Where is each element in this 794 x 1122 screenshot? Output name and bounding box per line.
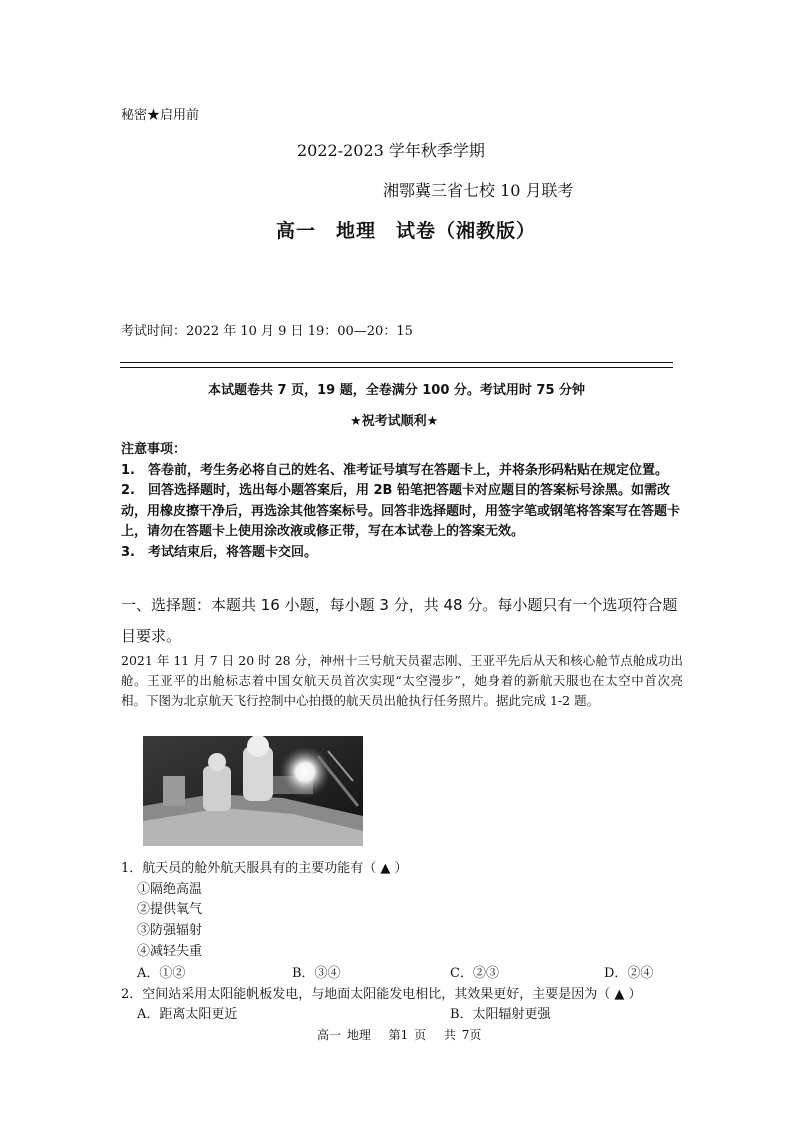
exam-time: 考试时间：2022 年 10 月 9 日 19：00—20：15 (121, 324, 413, 339)
question-2-choice-b: B．太阳辐射更强 (450, 1007, 551, 1022)
confidential-mark: 秘密★启用前 (121, 108, 200, 123)
divider-rule-bottom (120, 367, 673, 368)
question-1-choice-a: A．①② (137, 966, 186, 981)
question-2-choice-a: A．距离太阳更近 (137, 1007, 238, 1022)
reading-passage: 2021 年 11 月 7 日 20 时 28 分，神州十三号航天员翟志刚、王亚平先后从天和核心舱节点舱成功出舱。王亚平的出舱标志着中国女航天员首次实现“太空漫步”，她身着的新航天服也在太空中首次亮相。下图为北京航天飞行控制中心拍摄的航天员出舱执行任务照片。据此完成 1-2 题。 (121, 653, 683, 708)
question-1-item: ①隔绝高温 (137, 882, 203, 897)
exam-summary: 本试题卷共 7 页，19 题，全卷满分 100 分。考试用时 75 分钟 (208, 383, 586, 398)
good-luck-line: ★祝考试顺利★ (350, 414, 439, 429)
joint-exam-title: 湘鄂冀三省七校 10 月联考 (383, 181, 574, 200)
question-1-choice-c: C．②③ (450, 966, 499, 981)
notice-block (121, 440, 681, 563)
astronaut-eva-photo (143, 736, 363, 846)
notice-item: 3. 考试结束后，将答题卡交回。 (121, 544, 317, 560)
notice-item: 1. 答卷前，考生务必将自己的姓名、准考证号填写在答题卡上，并将条形码粘贴在规定位置。 (121, 462, 668, 478)
question-2-stem: 2．空间站采用太阳能帆板发电，与地面太阳能发电相比，其效果更好，主要是因为（ ▲ ） (121, 987, 642, 1002)
paper-title: 高一 地理 试卷（湘教版） (276, 220, 537, 242)
divider-rule-top (120, 362, 673, 363)
section-heading: 一、选择题：本题共 16 小题，每小题 3 分，共 48 分。每小题只有一个选项符合题目要求。 (121, 596, 678, 645)
question-1-choice-d: D．②④ (604, 966, 654, 981)
astronaut-photo-drawing (143, 736, 363, 846)
notice-title: 注意事项： (121, 442, 187, 457)
question-1-item: ③防强辐射 (137, 923, 203, 938)
school-year-title: 2022-2023 学年秋季学期 (297, 141, 485, 160)
page-footer: 高一 地理 第1 页 共 7页 (317, 1028, 482, 1042)
question-1-item: ②提供氧气 (137, 902, 203, 917)
question-1-item: ④减轻失重 (137, 944, 203, 959)
notice-item: 2. 回答选择题时，选出每小题答案后，用 2B 铅笔把答题卡对应题目的答案标号涂黑。如需改动，用橡皮擦干净后，再选涂其他答案标号。回答非选择题时，用签字笔或钢笔将答案写在答题卡上，请勿在答题卡上使用涂改液或修正带，写在本试卷上的答案无效。 (121, 483, 681, 539)
question-1-choice-b: B．③④ (292, 966, 341, 981)
question-1-stem: 1．航天员的舱外航天服具有的主要功能有（ ▲ ） (121, 861, 408, 876)
